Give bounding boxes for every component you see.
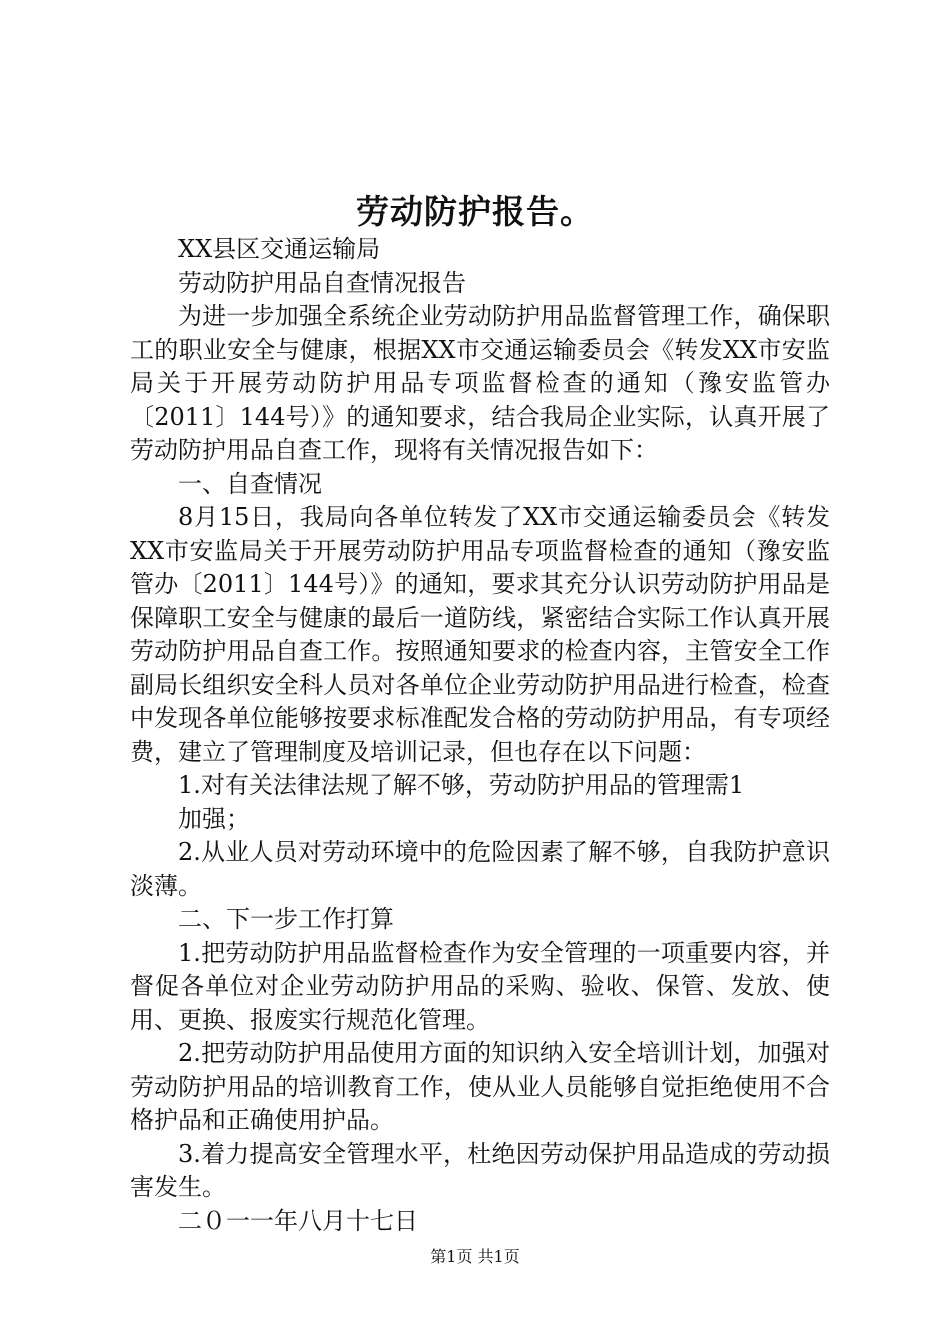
- page-number-footer: 第1页 共1页: [430, 1247, 520, 1266]
- problem-item-2: 2.从业人员对劳动环境中的危险因素了解不够，自我防护意识淡薄。: [130, 838, 830, 900]
- paragraph-intro: 为进一步加强全系统企业劳动防护用品监督管理工作，确保职工的职业安全与健康，根据XX市交通运输委员会《转发XX市安监局关于开展劳动防护用品专项监督检查的通知（豫安监管办〔2011〕144号）》的通知要求，结合我局企业实际，认真开展了劳动防护用品自查工作，现将有关情况报告如下：: [130, 302, 830, 464]
- problem-item-1-continued: 加强；: [178, 804, 250, 833]
- paragraph-agency: XX县区交通运输局: [178, 235, 381, 263]
- problem-item-1: 1.对有关法律法规了解不够，劳动防护用品的管理需1: [178, 771, 745, 799]
- plan-item-2: 2.把劳动防护用品使用方面的知识纳入安全培训计划，加强对劳动防护用品的培训教育工作，使从业人员能够自觉拒绝使用不合格护品和正确使用护品。: [130, 1039, 830, 1134]
- section-heading-self-check: 一、自查情况: [178, 469, 322, 498]
- document-date: 二０一一年八月十七日: [178, 1206, 418, 1235]
- paragraph-report-title: 劳动防护用品自查情况报告: [178, 268, 466, 297]
- paragraph-self-check: 8月15日，我局向各单位转发了XX市交通运输委员会《转发XX市安监局关于开展劳动防护用品专项监督检查的通知（豫安监管办〔2011〕144号）》的通知，要求其充分认识劳动防护用品是保障职工安全与健康的最后一道防线，紧密结合实际工作认真开展劳动防护用品自查工作。按照通知要求的检查内容，主管安全工作副局长组织安全科人员对各单位企业劳动防护用品进行检查，检查中发现各单位能够按要求标准配发合格的劳动防护用品，有专项经费，建立了管理制度及培训记录，但也存在以下问题：: [130, 503, 830, 766]
- document-body: [130, 233, 830, 1238]
- section-heading-next-steps: 二、下一步工作打算: [178, 905, 394, 933]
- plan-item-3: 3.着力提高安全管理水平，杜绝因劳动保护用品造成的劳动损害发生。: [130, 1139, 830, 1201]
- document-title: 劳动防护报告。: [356, 192, 594, 231]
- plan-item-1: 1.把劳动防护用品监督检查作为安全管理的一项重要内容，并督促各单位对企业劳动防护用品的采购、验收、保管、发放、使用、更换、报废实行规范化管理。: [130, 938, 830, 1034]
